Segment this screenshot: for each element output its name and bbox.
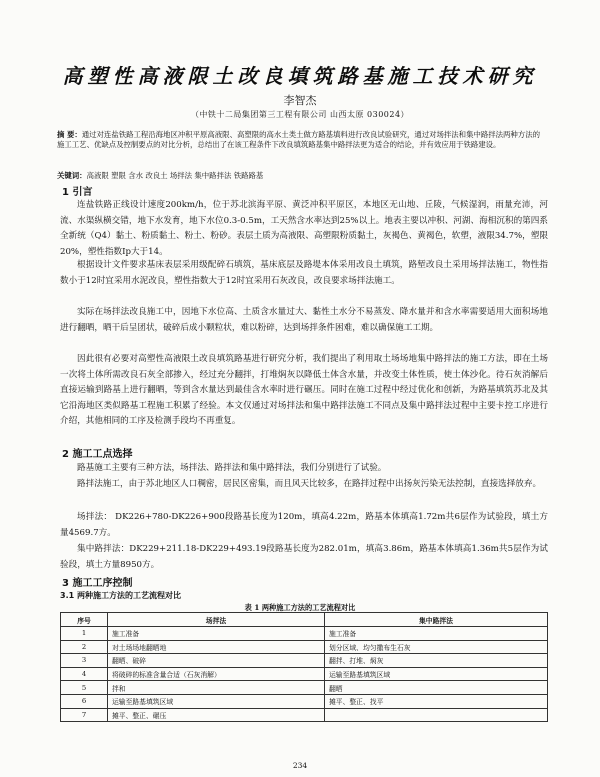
abstract	[57, 130, 547, 150]
comparison-table	[60, 612, 548, 722]
page-number: 234	[292, 761, 308, 770]
section-1-paragraph: 实际在场拌法改良施工中，因地下水位高、土质含水量过大、黏性土水分不易蒸发、降水量并和含水率需要适用大面积场地进行翻晒，晒干后呈团状，破碎后成小颗粒状，难以粉碎，达到场拌条件困难，难以确保施工工期。	[60, 307, 548, 333]
table-row	[61, 627, 548, 641]
plant-mix-step: 将破碎的标准含量合适（石灰消解）	[108, 667, 325, 681]
road-mix-step: 施工准备	[325, 627, 548, 641]
plant-mix-step: 对土场场地翻晒地	[108, 640, 325, 654]
keywords	[57, 171, 547, 181]
row-index: 5	[61, 681, 108, 695]
section-2-paragraph: 路拌法施工，由于苏北地区人口稠密，居民区密集，而且风天比较多，在路拌过程中出扬灰污染无法控制，直接选择放弃。	[77, 479, 542, 489]
road-mix-step: 运输至路基填筑区域	[325, 667, 548, 681]
header-index: 序号	[61, 613, 108, 627]
table-row	[61, 640, 548, 654]
keywords-text: 高液限 塑限 含水 改良土 场拌法 集中路拌法 铁路路基	[86, 171, 264, 180]
table-header-row	[61, 613, 548, 627]
row-index: 1	[61, 627, 108, 641]
section-3-heading: 3 施工工序控制	[62, 578, 133, 589]
header-plant-mix: 场拌法	[108, 613, 325, 627]
section-2-heading: 2 施工工点选择	[62, 449, 133, 460]
abstract-text: 通过对连盐铁路工程沿海地区冲积平原高液限、高塑限的高水土类土做方路基填料进行改良试验研究，通过对场拌法和集中路拌法两种方法的施工工艺、优缺点及控制要点的对比分析，总结出了在该工程条件下改良填筑路基集中路拌法更为适合的结论，并有效应用于铁路建设。	[57, 130, 540, 150]
subsection-3-1-heading: 3.1 两种施工方法的工艺流程对比	[60, 591, 181, 600]
header-road-mix: 集中路拌法	[325, 613, 548, 627]
table-caption: 表 1 两种施工方法的工艺流程对比	[244, 603, 356, 612]
row-index: 3	[61, 654, 108, 668]
section-1-paragraph: 根据设计文件要求基床表层采用级配碎石填筑，基床底层及路堤本体采用改良土填筑，路堑改良土采用场拌法施工，物性指数小于12时宜采用水泥改良，塑性指数大于12时宜采用石灰改良，改良要求场拌法施工。	[60, 260, 548, 286]
section-1-heading: 1 引言	[62, 187, 93, 198]
row-index: 2	[61, 640, 108, 654]
table-row	[61, 654, 548, 668]
section-1-paragraph: 因此很有必要对高塑性高液限土改良填筑路基进行研究分析，我们提出了利用取土场场地集中路拌法的施工方法，即在土场一次将土体所需改良石灰全部掺入，经过充分翻拌，打堆焖灰以降低土体含水量，并改变土体性质，使土体沙化。待石灰消解后直接运输到路基上进行翻晒，等到含水量达到最佳含水率时进行碾压。同时在施工过程中经过优化和创新，为路基填筑苏北及其它沿海地区类似路基工程施工积累了经验。本文仅通过对场拌法和集中路拌法施工不同点及集中路拌法过程中主要卡控工序进行介绍，其他相同的工序及检测手段均不再重复。	[60, 354, 548, 427]
row-index: 4	[61, 667, 108, 681]
plant-mix-step: 翻晒、破碎	[108, 654, 325, 668]
table-row	[61, 681, 548, 695]
keywords-label: 关键词：	[57, 171, 87, 180]
author-affiliation: （中铁十二局集团第三工程有限公司 山西太原 030024）	[190, 110, 410, 119]
plant-mix-step: 摊平、整正、碾压	[108, 708, 325, 722]
road-mix-step: 翻拌、打堆、焖灰	[325, 654, 548, 668]
paper-title: 高塑性高液限土改良填筑路基施工技术研究	[62, 64, 538, 88]
table-row	[61, 708, 548, 722]
road-mix-step: 摊平、整正、找平	[325, 694, 548, 708]
section-2-paragraph: 集中路拌法：DK229+211.18-DK229+493.19段路基长度为282.01m，填高3.86m，路基本体填高1.36m共5层作为试验段，填土方量8950方。	[60, 544, 548, 570]
abstract-label: 摘 要：	[57, 130, 82, 139]
table-row	[61, 667, 548, 681]
section-2-paragraph: 路基施工主要有三种方法，场拌法、路拌法和集中路拌法，我们分别进行了试验。	[77, 463, 387, 473]
section-1-paragraph: 连盐铁路正线设计速度200km/h，位于苏北滨海平原、黄泛冲积平原区，本地区无山地、丘陵，气候湿润，雨量充沛，河流、水渠纵横交错，地下水发育，地下水位0.3-0.5m，工天然含水率达到25%以上。地表主要以冲积、河湖、海相沉积的第四系全新统（Q4）黏土、粉质黏土、粉土、粉砂。表层土质为高液限、高塑限粉质黏土，灰褐色、黄褐色，软塑，液限34.7%，塑限20%，塑性指数Ip大于14。	[60, 200, 548, 257]
row-index: 7	[61, 708, 108, 722]
table-row	[61, 694, 548, 708]
section-2-paragraph: 场拌法： DK226+780-DK226+900段路基长度为120m，填高4.22m，路基本体填高1.72m共6层作为试验段，填土方量4569.7方。	[60, 512, 548, 538]
road-mix-step: 划分区域、均匀撒布生石灰	[325, 640, 548, 654]
road-mix-step	[325, 708, 548, 722]
plant-mix-step: 施工准备	[108, 627, 325, 641]
plant-mix-step: 拌和	[108, 681, 325, 695]
road-mix-step: 翻晒	[325, 681, 548, 695]
row-index: 6	[61, 694, 108, 708]
plant-mix-step: 运输至路基填筑区域	[108, 694, 325, 708]
author-name: 李智杰	[283, 94, 317, 107]
